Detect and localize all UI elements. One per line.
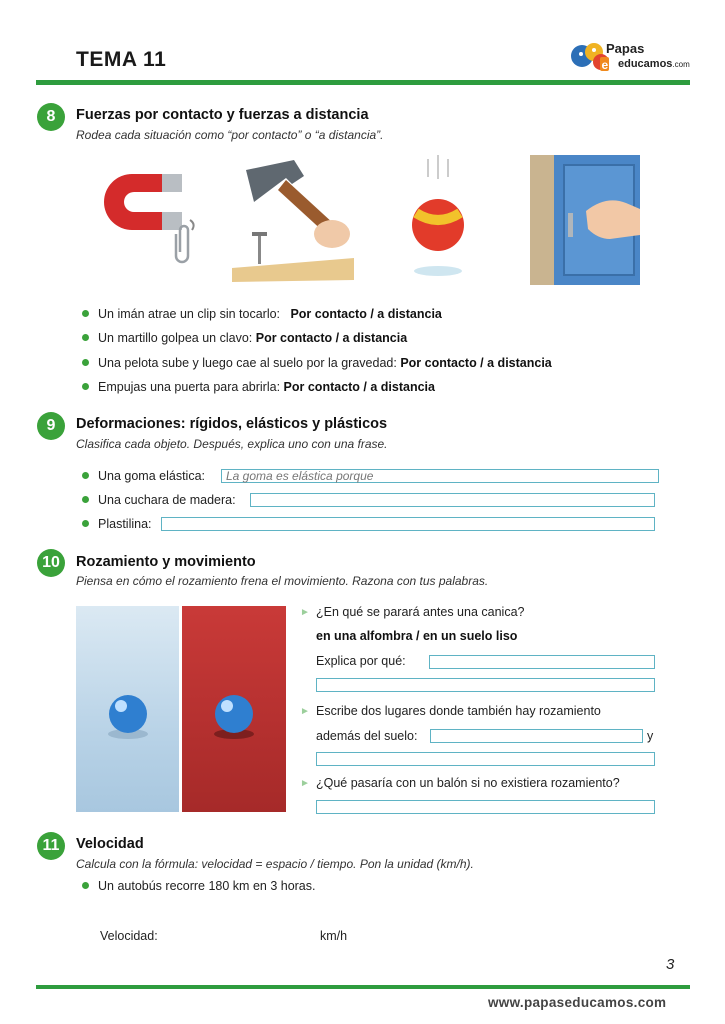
s10-q3: ¿Qué pasaría con un balón si no existiera rozamiento? xyxy=(316,776,620,790)
s9-item-3-label: Plastilina: xyxy=(82,517,152,531)
section-8-title: Fuerzas por contacto y fuerzas a distancia xyxy=(76,107,369,123)
s10-q2-and: y xyxy=(647,729,654,743)
arrow-icon: ► xyxy=(300,706,310,717)
s10-q2-line-label: además del suelo: xyxy=(316,729,418,743)
s9-item-1-field[interactable]: La goma es elástica porque xyxy=(221,469,659,483)
magnet-icon xyxy=(92,160,212,272)
marble-icon xyxy=(182,606,286,812)
svg-text:e: e xyxy=(601,58,609,72)
door-icon xyxy=(530,155,640,285)
s8-item-4: Empujas una puerta para abrirla: Por contacto / a distancia xyxy=(82,380,435,394)
page-number: 3 xyxy=(666,956,675,973)
marble-icon xyxy=(76,606,179,812)
s10-q2: Escribe dos lugares donde también hay rozamiento xyxy=(316,704,601,718)
footer-url[interactable]: www.papaseducamos.com xyxy=(488,995,667,1010)
s8-item-3-options[interactable]: Por contacto / a distancia xyxy=(400,356,552,370)
s11-velocity-label: Velocidad: xyxy=(100,929,158,943)
carpet-photo xyxy=(182,606,286,812)
section-10-subtitle: Piensa en cómo el rozamiento frena el movimiento. Razona con tus palabras. xyxy=(76,574,489,588)
brand-logo xyxy=(570,38,690,74)
smooth-floor-photo xyxy=(76,606,179,812)
footer-rule xyxy=(36,985,690,989)
section-11-title: Velocidad xyxy=(76,836,144,852)
section-11-number: 11 xyxy=(37,832,65,860)
s10-q2-field-1[interactable] xyxy=(430,729,643,743)
s8-item-2-options[interactable]: Por contacto / a distancia xyxy=(255,331,408,345)
s10-q1-field-1[interactable] xyxy=(429,655,655,669)
arrow-icon: ► xyxy=(300,607,310,618)
hammer-icon xyxy=(228,154,358,284)
section-9-number: 9 xyxy=(37,412,65,440)
s8-item-3: Una pelota sube y luego cae al suelo por la gravedad: Por contacto / a distancia xyxy=(82,356,552,370)
s10-q2-field-2[interactable] xyxy=(316,752,655,766)
s9-item-2-label: Una cuchara de madera: xyxy=(82,493,236,507)
header-rule xyxy=(36,80,690,85)
section-10-number: 10 xyxy=(37,549,65,577)
arrow-icon: ► xyxy=(300,778,310,789)
s8-item-1-options[interactable]: Por contacto / a distancia xyxy=(290,307,442,321)
s10-q1-explain-label: Explica por qué: xyxy=(316,654,406,668)
page-title: TEMA 11 xyxy=(76,48,167,71)
logo-word-papas: Papas xyxy=(606,41,645,56)
s10-q1: ¿En qué se parará antes una canica? xyxy=(316,605,525,619)
s9-item-2-field[interactable] xyxy=(250,493,655,507)
family-logo-icon xyxy=(570,38,610,74)
s10-q1-options[interactable]: en una alfombra / en un suelo liso xyxy=(316,629,518,643)
logo-word-educamos: educamos.com xyxy=(618,58,690,70)
s11-unit: km/h xyxy=(320,929,348,943)
s10-q1-field-2[interactable] xyxy=(316,678,655,692)
s9-item-1-label: Una goma elástica: xyxy=(82,469,205,483)
section-11-subtitle: Calcula con la fórmula: velocidad = espacio / tiempo. Pon la unidad (km/h). xyxy=(76,857,474,871)
s10-q3-field[interactable] xyxy=(316,800,655,814)
section-9-title: Deformaciones: rígidos, elásticos y plásticos xyxy=(76,416,388,432)
s8-item-2: Un martillo golpea un clavo: Por contacto / a distancia xyxy=(82,331,407,345)
s8-item-1: Un imán atrae un clip sin tocarlo: Por contacto / a distancia xyxy=(82,307,442,321)
s9-item-3-field[interactable] xyxy=(161,517,655,531)
section-10-title: Rozamiento y movimiento xyxy=(76,554,256,570)
section-8-number: 8 xyxy=(37,103,65,131)
ball-icon xyxy=(398,155,478,280)
section-8-subtitle: Rodea cada situación como “por contacto” o “a distancia”. xyxy=(76,128,384,142)
s11-item: Un autobús recorre 180 km en 3 horas. xyxy=(82,879,315,893)
s8-item-4-options[interactable]: Por contacto / a distancia xyxy=(283,380,435,394)
section-9-subtitle: Clasifica cada objeto. Después, explica uno con una frase. xyxy=(76,437,388,451)
